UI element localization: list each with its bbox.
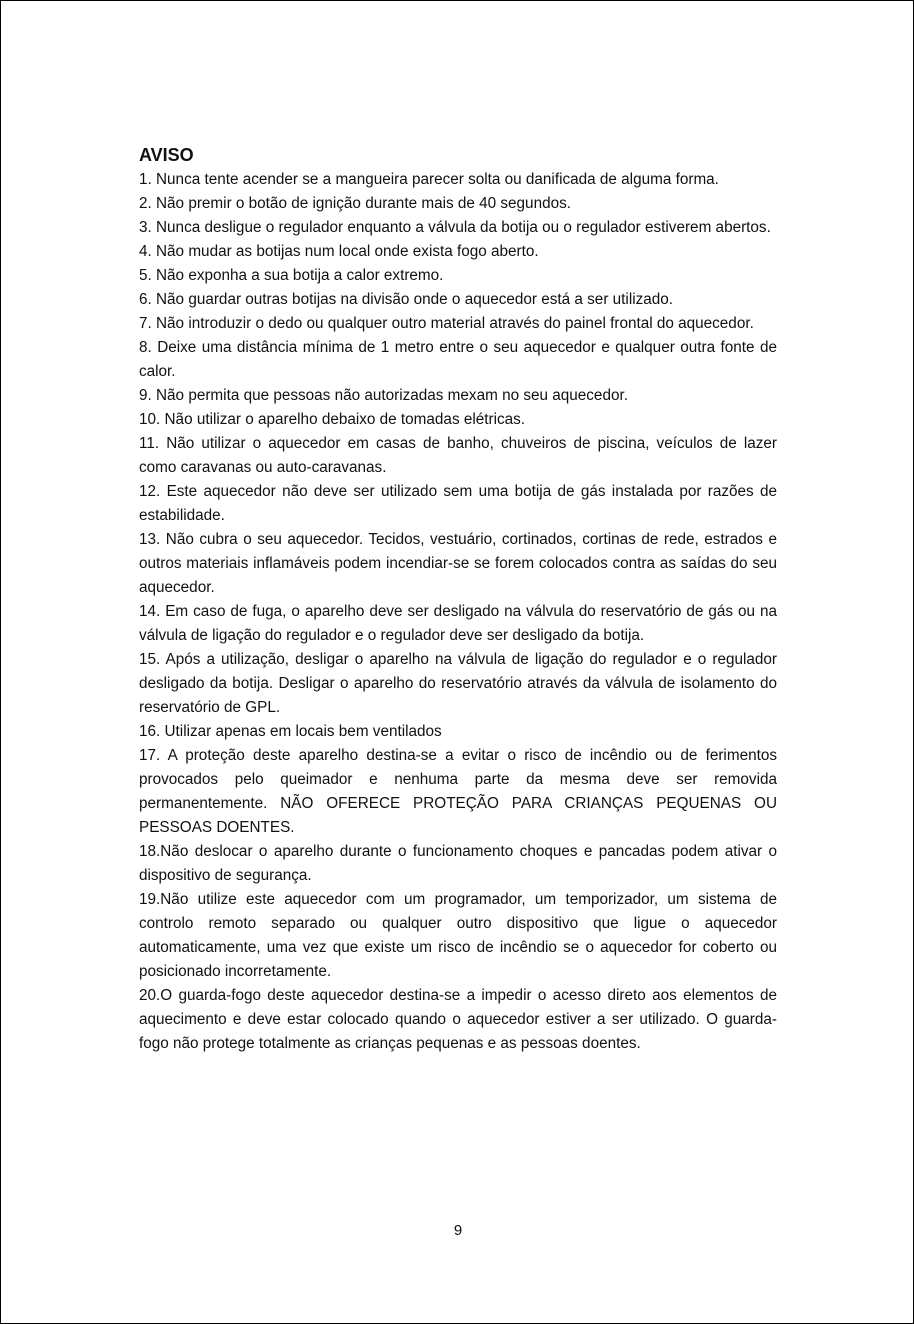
warning-item-14: 14. Em caso de fuga, o aparelho deve ser desligado na válvula do reservatório de gás ou na válvula de ligação do regulador e o regulador deve ser desligado da botija. <box>139 603 777 644</box>
section-heading: AVISO <box>139 145 194 165</box>
warning-section <box>139 143 777 1056</box>
warning-item-16: 16. Utilizar apenas em locais bem ventilados <box>139 723 442 740</box>
warning-item-7: 7. Não introduzir o dedo ou qualquer outro material através do painel frontal do aquecedor. <box>139 315 754 332</box>
warning-item-19: 19.Não utilize este aquecedor com um programador, um temporizador, um sistema de controlo remoto separado ou qualquer outro dispositivo que ligue o aquecedor automaticamente, uma vez que existe um risco de incêndio se o aquecedor for coberto ou posicionado incorretamente. <box>139 891 777 980</box>
warning-item-15: 15. Após a utilização, desligar o aparelho na válvula de ligação do regulador e o regulador desligado da botija. Desligar o aparelho do reservatório através da válvula de isolamento do reservatório de GPL. <box>139 651 777 716</box>
warning-item-4: 4. Não mudar as botijas num local onde exista fogo aberto. <box>139 243 539 260</box>
warning-item-11: 11. Não utilizar o aquecedor em casas de banho, chuveiros de piscina, veículos de lazer como caravanas ou auto-caravanas. <box>139 435 777 476</box>
warning-item-12: 12. Este aquecedor não deve ser utilizado sem uma botija de gás instalada por razões de estabilidade. <box>139 483 777 524</box>
warning-item-20: 20.O guarda-fogo deste aquecedor destina-se a impedir o acesso direto aos elementos de aquecimento e deve estar colocado quando o aquecedor estiver a ser utilizado. O guarda-fogo não protege totalmente as crianças pequenas e as pessoas doentes. <box>139 987 777 1052</box>
warning-item-3: 3. Nunca desligue o regulador enquanto a válvula da botija ou o regulador estiverem abertos. <box>139 219 771 236</box>
warning-item-9: 9. Não permita que pessoas não autorizadas mexam no seu aquecedor. <box>139 387 628 404</box>
warning-item-13: 13. Não cubra o seu aquecedor. Tecidos, vestuário, cortinados, cortinas de rede, estrados e outros materiais inflamáveis podem incendiar-se se forem colocados contra as saídas do seu aquecedor. <box>139 531 777 596</box>
warning-item-10: 10. Não utilizar o aparelho debaixo de tomadas elétricas. <box>139 411 526 428</box>
warning-list <box>139 168 777 1056</box>
warning-item-5: 5. Não exponha a sua botija a calor extremo. <box>139 267 444 284</box>
warning-item-17: 17. A proteção deste aparelho destina-se a evitar o risco de incêndio ou de ferimentos provocados pelo queimador e nenhuma parte da mesma deve ser removida permanentemente. NÃO OFERECE PROTEÇÃO PARA CRIANÇAS PEQUENAS OU PESSOAS DOENTES. <box>139 747 777 836</box>
page-number: 9 <box>453 1222 463 1239</box>
warning-item-8: 8. Deixe uma distância mínima de 1 metro entre o seu aquecedor e qualquer outra fonte de calor. <box>139 339 777 380</box>
warning-item-1: 1. Nunca tente acender se a mangueira parecer solta ou danificada de alguma forma. <box>139 171 719 188</box>
warning-item-2: 2. Não premir o botão de ignição durante mais de 40 segundos. <box>139 195 571 212</box>
warning-item-6: 6. Não guardar outras botijas na divisão onde o aquecedor está a ser utilizado. <box>139 291 674 308</box>
warning-item-18: 18.Não deslocar o aparelho durante o funcionamento choques e pancadas podem ativar o dispositivo de segurança. <box>139 843 777 884</box>
